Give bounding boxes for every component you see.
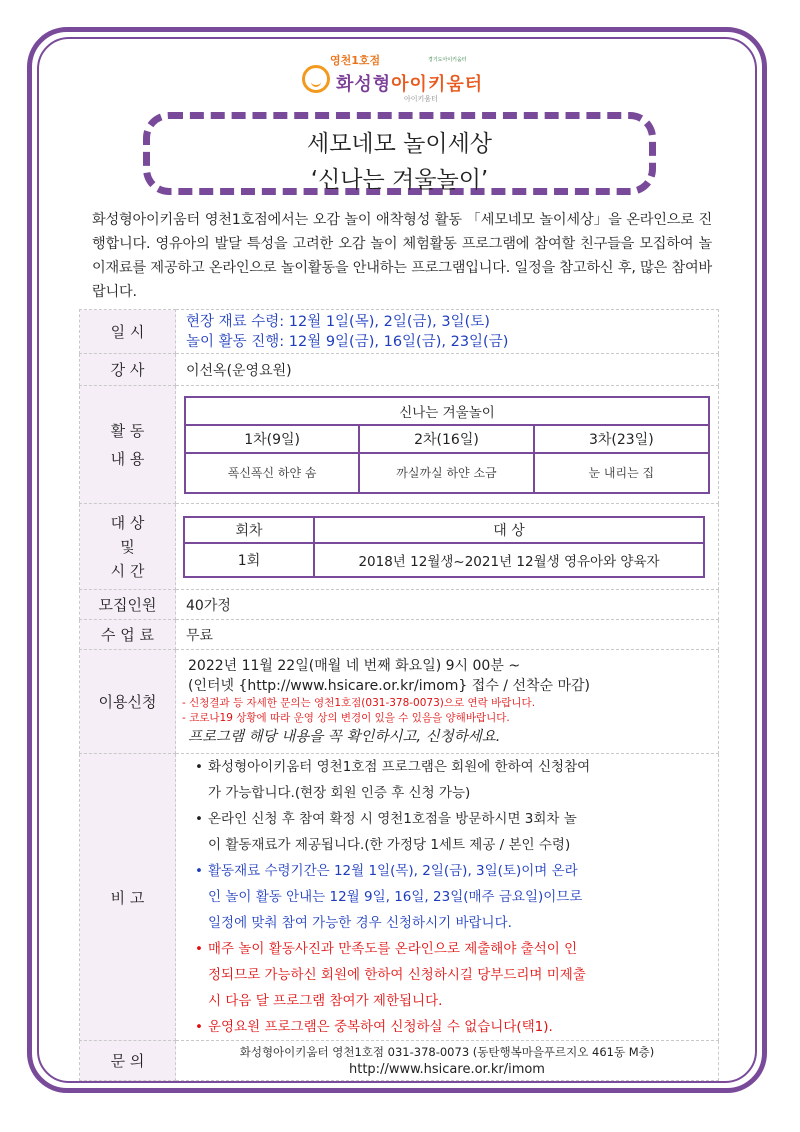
remark-2b: 이 활동재료가 제공됩니다.(한 가정당 1세트 제공 / 본인 수령)	[208, 837, 571, 853]
activity-table	[184, 396, 710, 494]
target-table	[183, 516, 705, 578]
remark-3b: 인 놀이 활동 안내는 12월 9일, 16일, 23일(매주 금요일)이므로	[208, 889, 583, 905]
target-head-round: 회차	[184, 517, 314, 543]
contact-url[interactable]: http://www.hsicare.or.kr/imom	[349, 1061, 545, 1077]
row-apply	[80, 650, 719, 754]
row-remarks	[80, 754, 719, 1041]
schedule-label: 일 시	[80, 310, 176, 354]
schedule-line-2: 놀이 활동 진행: 12월 9일(금), 16일(금), 23일(금)	[186, 333, 509, 350]
remark-5: 운영요원 프로그램은 중복하여 신청하실 수 없습니다(택1).	[208, 1019, 553, 1035]
remark-3a: 활동재료 수령기간은 12월 1일(목), 2일(금), 3일(토)이며 온라	[208, 863, 578, 879]
target-label-2: 및	[120, 537, 135, 556]
title-box	[143, 112, 656, 195]
target-label-3: 시 간	[110, 561, 145, 580]
contact-label: 문 의	[80, 1041, 176, 1081]
row-recruit	[80, 590, 719, 620]
row-schedule	[80, 310, 719, 354]
apply-line-2: (인터넷 {http://www.hsicare.or.kr/imom} 접수 / 선착순 마감)	[188, 677, 590, 694]
row-instructor	[80, 354, 719, 386]
remark-4a: 매주 놀이 활동사진과 만족도를 온라인으로 제출해야 출석이 인	[208, 941, 578, 957]
remark-2a: 온라인 신청 후 참여 확정 시 영천1호점을 방문하시면 3회차 놀	[208, 811, 577, 827]
row-target	[80, 504, 719, 590]
fee-value: 무료	[176, 620, 719, 650]
logo-tag: 아이키움터	[404, 95, 438, 103]
logo-branch: 영천1호점	[330, 54, 381, 67]
apply-emphasis: 프로그램 해당 내용을 꼭 확인하시고, 신청하세요.	[188, 728, 501, 745]
remark-1a: 화성형아이키움터 영천1호점 프로그램은 회원에 한하여 신청참여	[208, 759, 591, 775]
target-head-target: 대 상	[314, 517, 704, 543]
remark-1b: 가 가능합니다.(현장 회원 인증 후 신청 가능)	[208, 785, 471, 801]
apply-note-2: - 코로나19 상황에 따라 운영 상의 변경이 있을 수 있음을 양해바랍니다.	[182, 711, 510, 724]
contact-line-1: 화성형아이키움터 영천1호점 031-378-0073 (동탄행복마을푸르지오 461동 M층)	[239, 1044, 655, 1059]
activity-label-2: 내 용	[110, 449, 145, 468]
logo	[290, 50, 530, 105]
bullet-icon: •	[195, 811, 203, 827]
recruit-label: 모집인원	[80, 590, 176, 620]
recruit-value: 40가정	[176, 590, 719, 620]
remarks-label: 비 고	[80, 754, 176, 1041]
logo-org: 경기도아이키움터	[428, 57, 467, 63]
activity-item-1: 폭신폭신 하얀 솜	[185, 453, 359, 493]
target-label-1: 대 상	[110, 513, 145, 532]
bullet-icon: •	[195, 941, 203, 957]
apply-line-1: 2022년 11월 22일(매월 네 번째 화요일) 9시 00분 ~	[188, 657, 521, 674]
remark-4b: 정되므로 가능하신 회원에 한하여 신청하시길 당부드리며 미제출	[208, 967, 586, 983]
remark-4c: 시 다음 달 프로그램 참여가 제한됩니다.	[208, 993, 443, 1009]
title-line-2: ‘신나는 겨울놀이’	[310, 167, 489, 193]
bullet-icon: •	[195, 863, 203, 879]
apply-label: 이용신청	[80, 650, 176, 754]
target-round: 1회	[184, 543, 314, 577]
row-fee	[80, 620, 719, 650]
activity-col-1: 1차(9일)	[185, 425, 359, 453]
instructor-value: 이선옥(운영요원)	[176, 354, 719, 386]
activity-item-3: 눈 내리는 집	[534, 453, 709, 493]
info-table	[79, 309, 719, 1081]
row-activity	[80, 386, 719, 504]
activity-col-2: 2차(16일)	[359, 425, 533, 453]
fee-label: 수 업 료	[80, 620, 176, 650]
apply-note-1: - 신청결과 등 자세한 문의는 영천1호점(031-378-0073)으로 연락 바랍니다.	[182, 696, 536, 709]
row-contact	[80, 1041, 719, 1081]
smile-face-icon	[302, 65, 330, 93]
activity-col-3: 3차(23일)	[534, 425, 709, 453]
activity-label-1: 활 동	[110, 421, 145, 440]
schedule-line-1: 현장 재료 수령: 12월 1일(목), 2일(금), 3일(토)	[186, 313, 490, 330]
bullet-icon: •	[195, 1019, 203, 1035]
remark-3c: 일정에 맞춰 참여 가능한 경우 신청하시기 바랍니다.	[208, 915, 512, 931]
activity-header: 신나는 겨울놀이	[185, 397, 709, 425]
logo-brand: 화성형아이키움터	[336, 74, 484, 95]
intro-paragraph: 화성형아이키움터 영천1호점에서는 오감 놀이 애착형성 활동 「세모네모 놀이세상」을 온라인으로 진행합니다. 영유아의 발달 특성을 고려한 오감 놀이 체험활동 프로그램에 참여할 친구들을 모집하여 놀이재료를 제공하고 온라인으로 놀이활동을 안내하는 프로그램입니다. 일정을 참고하신 후, 많은 참여바랍니다.	[92, 212, 712, 300]
target-value: 2018년 12월생~2021년 12월생 영유아와 양육자	[314, 543, 704, 577]
title-line-1: 세모네모 놀이세상	[306, 131, 493, 157]
instructor-label: 강 사	[80, 354, 176, 386]
bullet-icon: •	[195, 759, 203, 775]
activity-item-2: 까실까실 하얀 소금	[359, 453, 533, 493]
